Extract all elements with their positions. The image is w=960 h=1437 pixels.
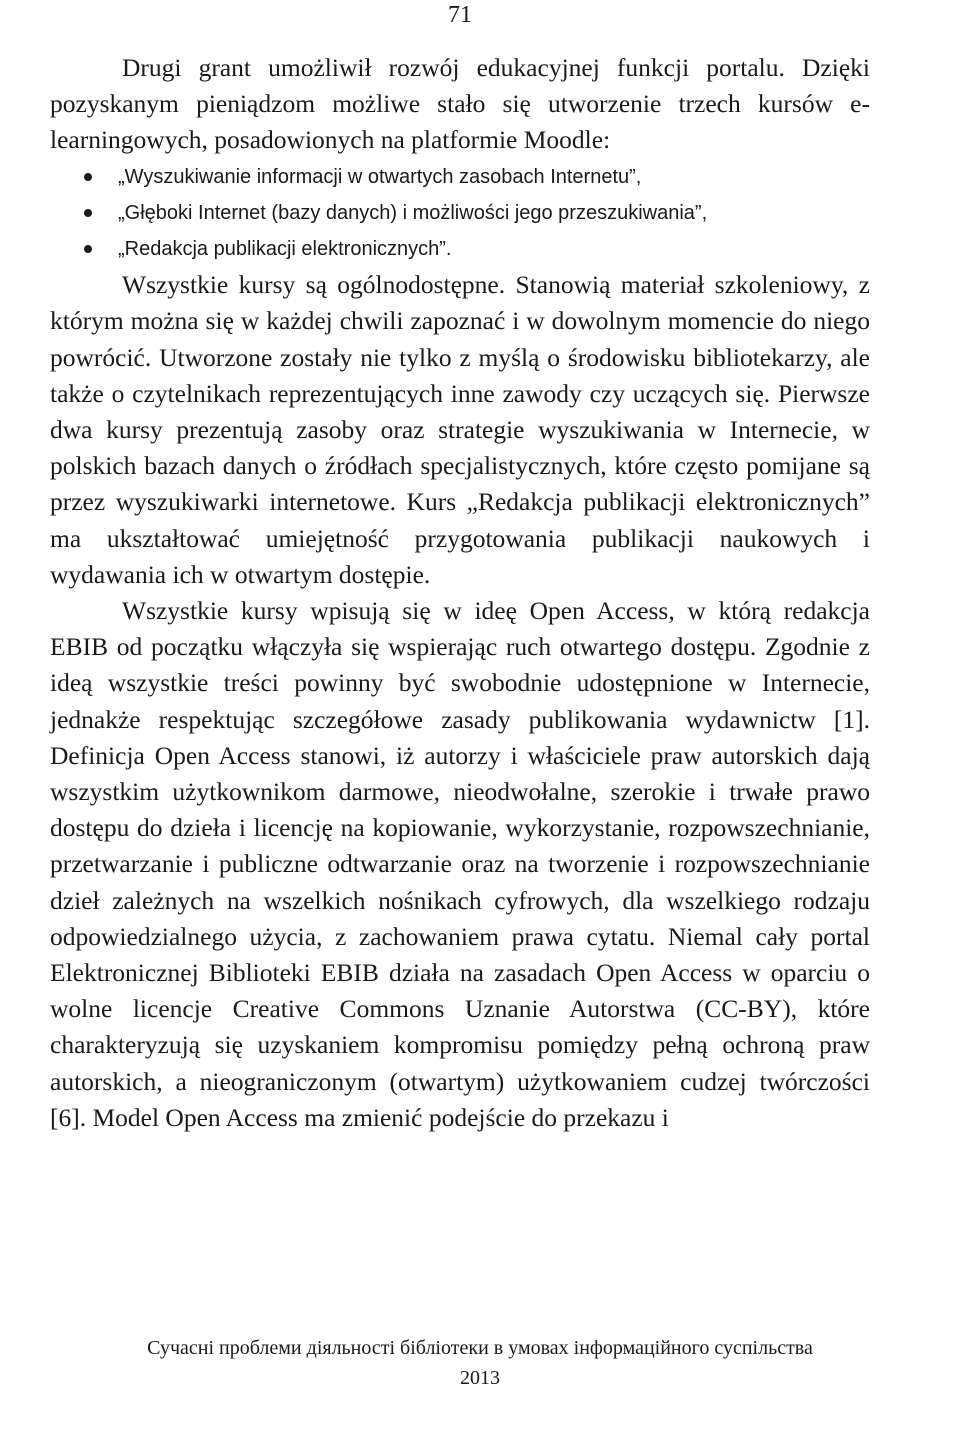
course-list (50, 159, 870, 268)
paragraph-intro: Drugi grant umożliwił rozwój edukacyjnej funkcji portalu. Dzięki pozyskanym pieniądzom możliwe stało się utworzenie trzech kursów e-learningowych, posadowionych na platformie Moodle: (50, 53, 870, 155)
footer-year: 2013 (460, 1367, 500, 1389)
body-text (50, 50, 870, 1136)
list-item-course-2: „Głęboki Internet (bazy danych) i możliwości jego przeszukiwania”, (84, 195, 870, 231)
list-item-course-1: „Wyszukiwanie informacji w otwartych zasobach Internetu”, (84, 159, 870, 195)
paragraph-courses: Wszystkie kursy są ogólnodostępne. Stanowią materiał szkoleniowy, z którym można się w każdej chwili zapoznać i w dowolnym momencie do niego powrócić. Utworzone zostały nie tylko z myślą o środowisku bibliotekarzy, ale także o czytelnikach reprezentujących inne zawody czy uczących się. Pierwsze dwa kursy prezentują zasoby oraz strategie wyszukiwania w Internecie, w polskich bazach danych o źródłach specjalistycznych, które często pomijane są przez wyszukiwarki internetowe. Kurs „Redakcja publikacji elektronicznych” ma ukształtować umiejętność przygotowania publikacji naukowych i wydawania ich w otwartym dostępie. (50, 270, 870, 589)
footer-journal-title: Сучасні проблеми діяльності бібліотеки в умовах інформаційного суспільства (147, 1337, 813, 1359)
page-number: 71 (448, 2, 472, 28)
page-footer (0, 1333, 960, 1393)
paragraph-open-access: Wszystkie kursy wpisują się w ideę Open Access, w którą redakcja EBIB od początku włączyła się wspierając ruch otwartego dostępu. Zgodnie z ideą wszystkie treści powinny być swobodnie udostępnione w Internecie, jednakże respektując szczegółowe zasady publikowania wydawnictw [1]. Definicja Open Access stanowi, iż autorzy i właściciele praw autorskich dają wszystkim użytkownikom darmowe, nieodwołalne, szerokie i trwałe prawo dostępu do dzieła i licencję na kopiowanie, wykorzystanie, rozpowszechnianie, przetwarzanie i publiczne odtwarzanie oraz na tworzenie i rozpowszechnianie dzieł zależnych na wszelkich nośnikach cyfrowych, dla wszelkiego rodzaju odpowiedzialnego użycia, z zachowaniem prawa cytatu. Niemal cały portal Elektronicznej Biblioteki EBIB działa na zasadach Open Access w oparciu o wolne licencje Creative Commons Uznanie Autorstwa (CC-BY), które charakteryzują się uzyskaniem kompromisu pomiędzy pełną ochroną praw autorskich, a nieograniczonym (otwartym) użytkowaniem cudzej twórczości [6]. Model Open Access ma zmienić podejście do przekazu i (50, 596, 870, 1132)
list-item-course-3: „Redakcja publikacji elektronicznych”. (84, 231, 870, 267)
